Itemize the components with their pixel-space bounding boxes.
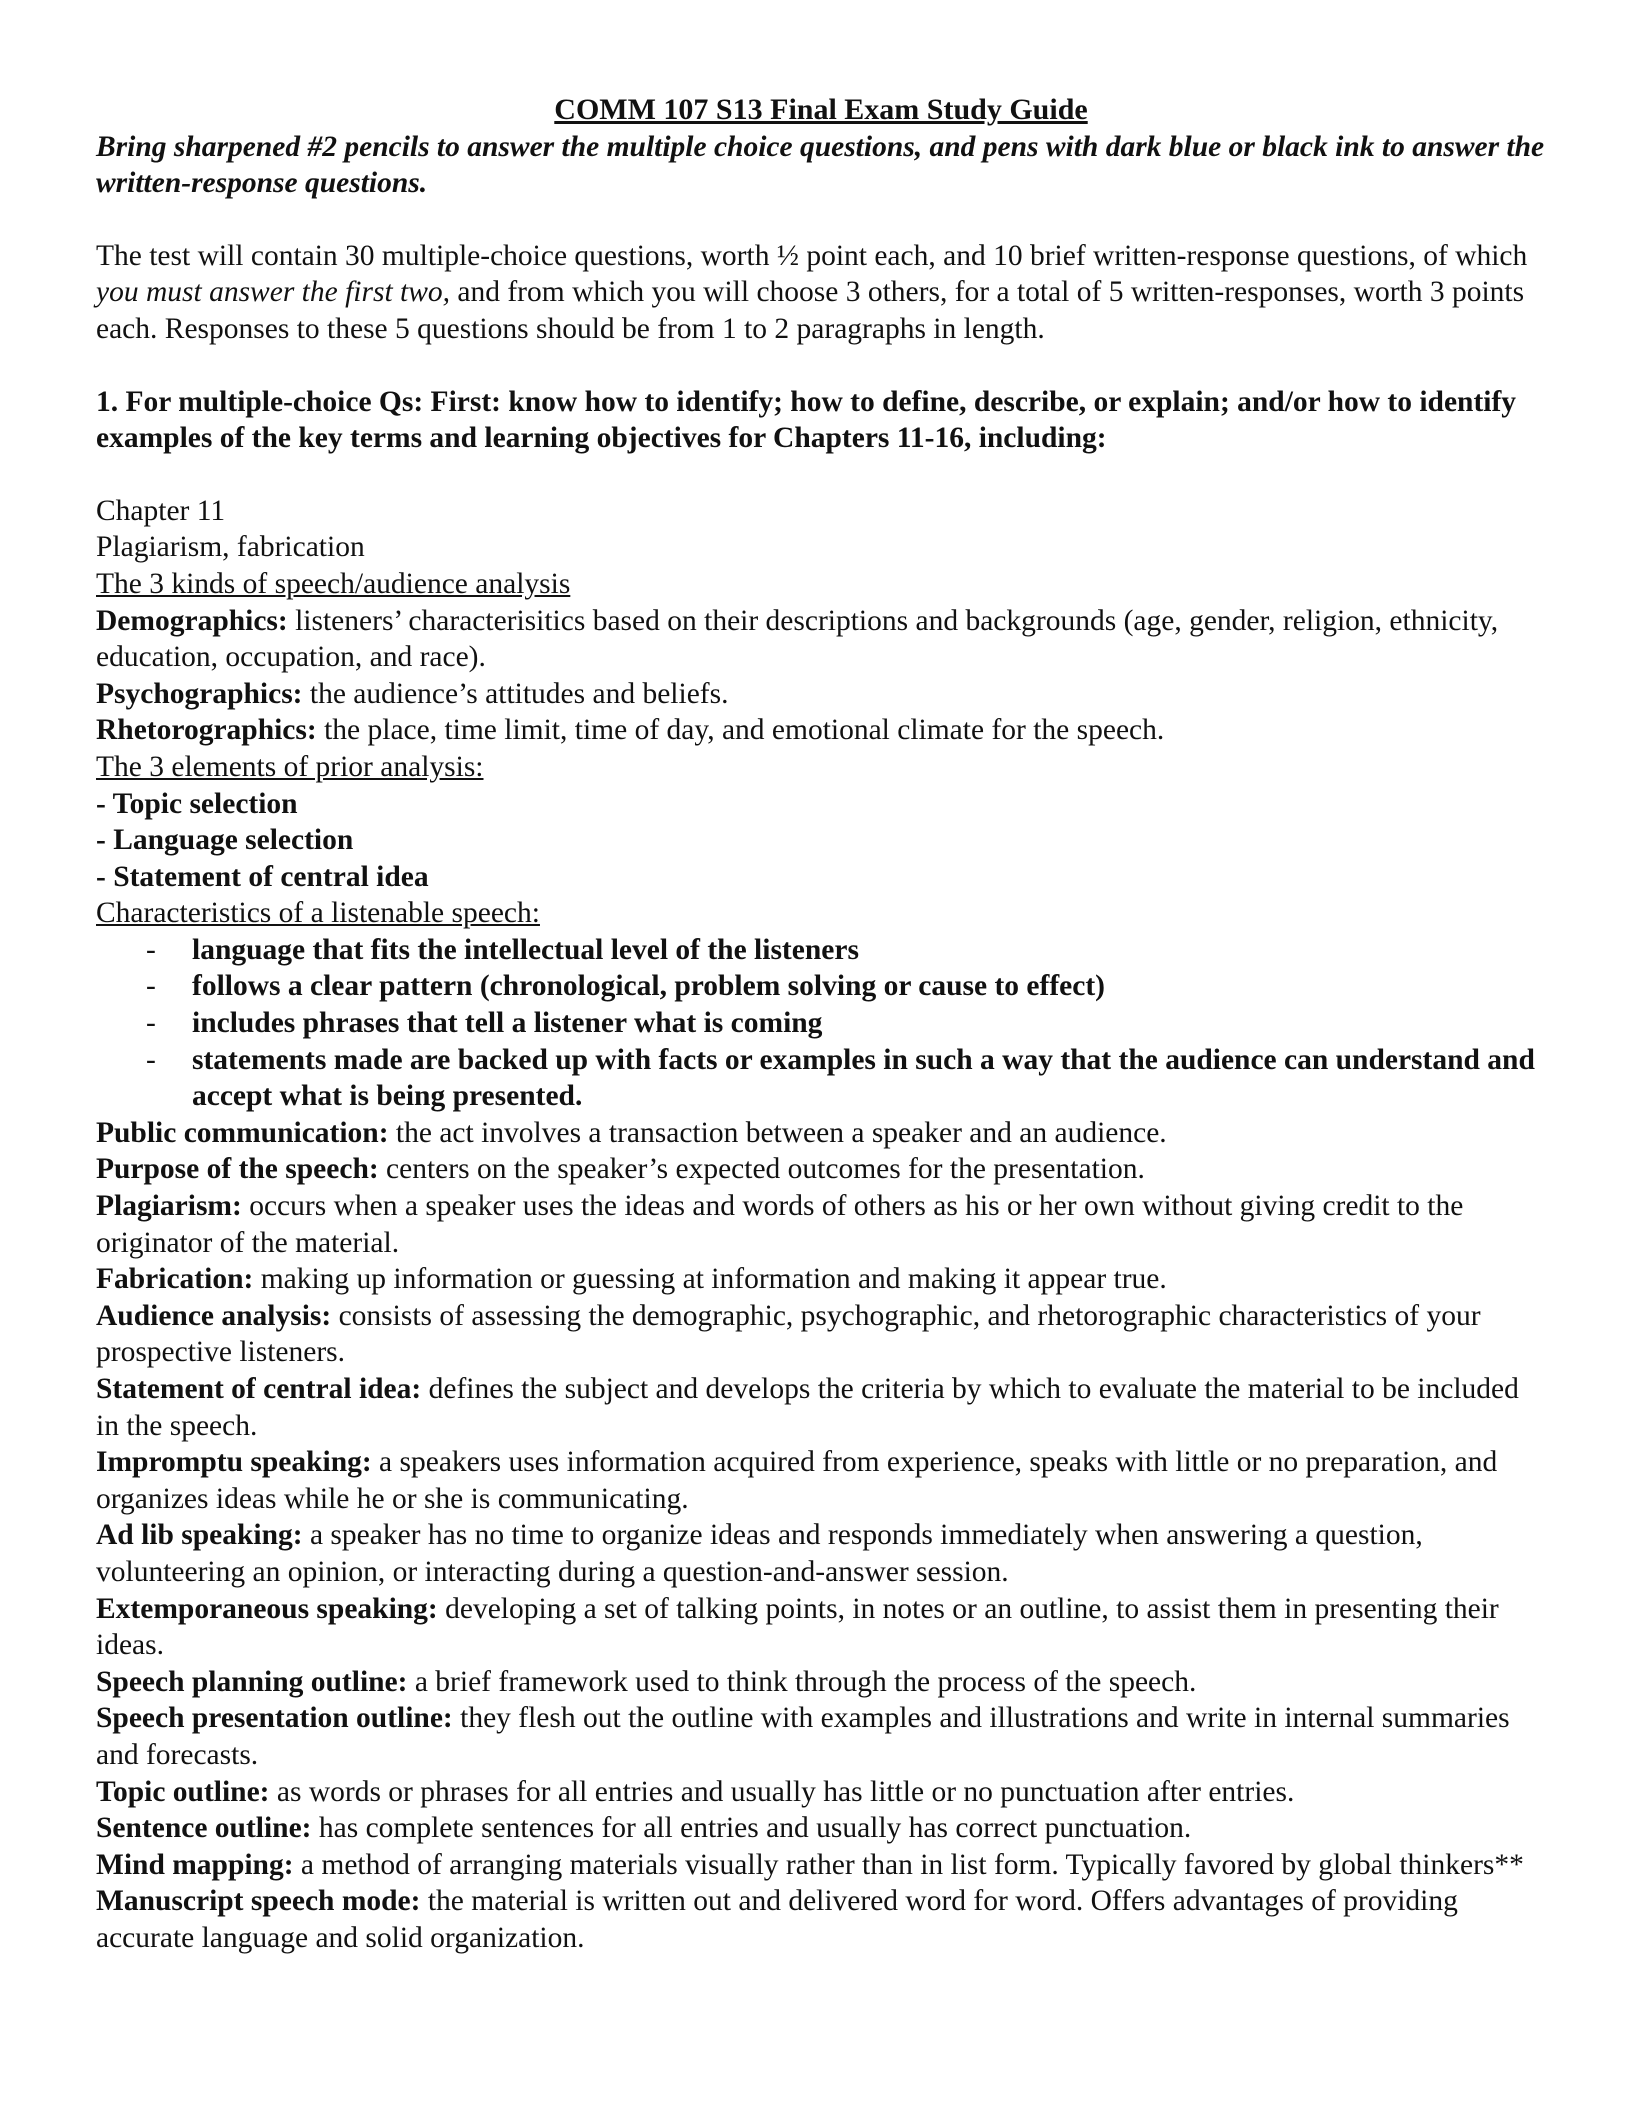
term-definition: a speakers uses information acquired from experience, speaks with little or no preparation, and organizes ideas while he or she is communicating. [96,1446,1498,1515]
term-entry [96,712,1546,749]
term-name: Speech presentation outline: [96,1702,453,1735]
term-definition: the act involves a transaction between a speaker and an audience. [388,1116,1167,1149]
list-item [96,968,1546,1005]
term-name: Sentence outline: [96,1812,312,1845]
term-entry [96,603,1546,676]
term-entry [96,676,1546,713]
list-item [96,1042,1546,1115]
listenable-heading: Characteristics of a listenable speech: [96,897,540,930]
term-name: Impromptu speaking: [96,1446,372,1479]
document-page [96,92,1546,1957]
term-definition: they flesh out the outline with examples and illustrations and write in internal summaries and forecasts. [96,1702,1510,1771]
term-name: Fabrication: [96,1263,254,1296]
prior-analysis-heading: The 3 elements of prior analysis: [96,750,484,783]
list-item-text: statements made are backed up with facts or examples in such a way that the audience can understand and accept what is being presented. [192,1043,1535,1113]
term-definition: the place, time limit, time of day, and emotional climate for the speech. [316,714,1165,747]
term-entry [96,1115,1546,1152]
term-definition: a speaker has no time to organize ideas and responds immediately when answering a question, volunteering an opinion, or interacting during a question-and-answer session. [96,1519,1423,1588]
term-name: Extemporaneous speaking: [96,1592,438,1625]
term-definition: as words or phrases for all entries and usually has little or no punctuation after entries. [269,1775,1295,1808]
analysis-terms [96,603,1546,749]
term-definition: listeners’ characterisitics based on their descriptions and backgrounds (age, gender, religion, ethnicity, education, occupation, and race). [96,604,1499,674]
term-name: Psychographics: [96,677,303,710]
section-1-heading: 1. For multiple-choice Qs: First: know how to identify; how to define, describe, or explain; and/or how to identify examples of the key terms and learning objectives for Chapters 11-16, including: [96,385,1517,455]
list-item [96,1005,1546,1042]
term-definition: centers on the speaker’s expected outcomes for the presentation. [378,1153,1145,1186]
term-entry [96,1371,1546,1444]
list-item [96,932,1546,969]
spacer [96,202,1546,238]
term-entry [96,1847,1546,1884]
prior-item: - Statement of central idea [96,860,429,893]
chapter-label: Chapter 11 [96,494,226,527]
term-entry [96,1700,1546,1773]
term-entry [96,1591,1546,1664]
term-name: Rhetorographics: [96,714,317,747]
dash-bullet: - [146,970,156,1003]
instruction-text: Bring sharpened #2 pencils to answer the multiple choice questions, and pens with dark blue or black ink to answer the written-response questions. [96,130,1545,200]
term-definition: making up information or guessing at information and making it appear true. [253,1263,1167,1296]
term-entry [96,1810,1546,1847]
list-item-text: language that fits the intellectual level of the listeners [192,933,859,966]
dash-bullet: - [146,933,156,966]
term-definition: consists of assessing the demographic, psychographic, and rhetorographic characteristics of your prospective listeners. [96,1299,1481,1369]
term-definition: the audience’s attitudes and beliefs. [302,677,729,710]
term-name: Manuscript speech mode: [96,1885,421,1918]
intro-part-2-italic: you must answer the first two, [96,276,451,309]
list-item-text: includes phrases that tell a listener what is coming [192,1007,823,1040]
term-name: Purpose of the speech: [96,1153,379,1186]
listenable-list [96,932,1546,1115]
term-entry [96,1883,1546,1956]
term-name: Mind mapping: [96,1848,294,1881]
term-entry [96,1517,1546,1590]
term-name: Topic outline: [96,1775,270,1808]
term-entry [96,1444,1546,1517]
term-name: Statement of central idea: [96,1373,422,1405]
term-name: Ad lib speaking: [96,1519,303,1552]
intro-part-3: and from which you will choose 3 others, for a total of 5 written-responses, worth 3 points each. Responses to these 5 questions should be from 1 to 2 paragraphs in length. [96,276,1525,345]
term-entry [96,1664,1546,1701]
chapter-topics: Plagiarism, fabrication [96,531,365,564]
term-entry [96,1774,1546,1811]
prior-item: - Language selection [96,824,354,857]
document-title: COMM 107 S13 Final Exam Study Guide [554,93,1088,126]
term-entry [96,1188,1546,1261]
term-definition: a brief framework used to think through the process of the speech. [407,1665,1197,1698]
term-definition: the material is written out and delivered word for word. Offers advantages of providing accurate language and solid organization. [96,1885,1458,1954]
term-name: Audience analysis: [96,1299,332,1332]
analysis-heading: The 3 kinds of speech/audience analysis [96,567,571,600]
intro-paragraph [96,238,1546,348]
term-name: Plagiarism: [96,1190,242,1223]
term-definition: a method of arranging materials visually rather than in list form. Typically favored by global thinkers** [293,1848,1524,1881]
term-entry [96,1298,1546,1371]
term-definition: defines the subject and develops the criteria by which to evaluate the material to be included in the speech. [96,1373,1519,1442]
dash-bullet: - [146,1007,156,1040]
prior-item: - Topic selection [96,787,298,820]
list-item-text: follows a clear pattern (chronological, problem solving or cause to effect) [192,970,1105,1003]
spacer [96,457,1546,493]
term-name: Speech planning outline: [96,1665,408,1698]
term-entry [96,1261,1546,1298]
term-name: Demographics: [96,604,288,637]
term-name: Public communication: [96,1116,389,1149]
intro-part-1: The test will contain 30 multiple-choice questions, worth ½ point each, and 10 brief written-response questions, of which [96,239,1528,272]
dash-bullet: - [146,1043,156,1076]
spacer [96,348,1546,384]
term-definition: occurs when a speaker uses the ideas and words of others as his or her own without giving credit to the originator of the material. [96,1190,1464,1259]
term-definition: has complete sentences for all entries and usually has correct punctuation. [311,1812,1192,1845]
term-definitions [96,1115,1546,1957]
term-entry [96,1151,1546,1188]
term-definition: developing a set of talking points, in notes or an outline, to assist them in presenting their ideas. [96,1592,1499,1662]
